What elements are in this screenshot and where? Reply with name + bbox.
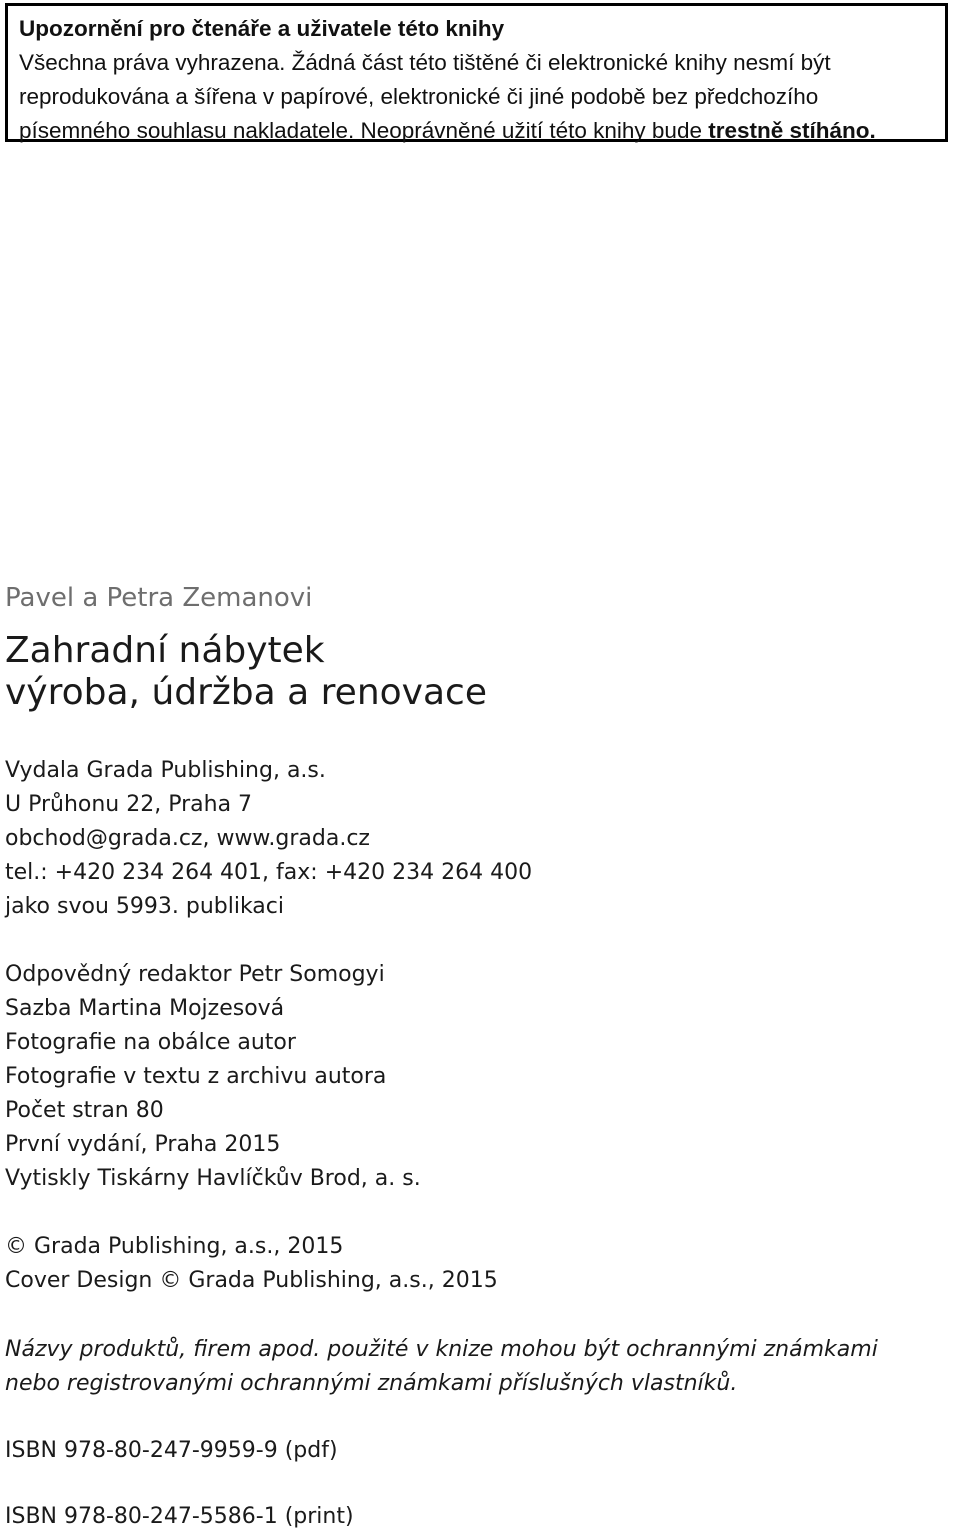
printer: Vytiskly Tiskárny Havlíčkův Brod, a. s.: [5, 1166, 421, 1191]
publisher-contacts: obchod@grada.cz, www.grada.cz: [5, 826, 370, 851]
publisher-info: [5, 754, 532, 924]
trademark-line-2: nebo registrovanými ochrannými známkami příslušných vlastníků.: [5, 1371, 738, 1396]
credit-editor: Odpovědný redaktor Petr Somogyi: [5, 962, 385, 987]
trademark-line-1: Názvy produktů, firem apod. použité v knize mohou být ochrannými známkami: [5, 1337, 878, 1362]
credit-text-photos: Fotografie v textu z archivu autora: [5, 1064, 387, 1089]
publication-number: jako svou 5993. publikaci: [5, 894, 284, 919]
book-title-line-1: Zahradní nábytek: [5, 630, 325, 671]
trademark-notice: [5, 1333, 878, 1401]
page-count: Počet stran 80: [5, 1098, 164, 1123]
copyright-line-1: © Grada Publishing, a.s., 2015: [5, 1234, 344, 1259]
notice-line-1: Všechna práva vyhrazena. Žádná část této tištěné či elektronické knihy nesmí být: [19, 50, 831, 75]
copyright-line-2: Cover Design © Grada Publishing, a.s., 2015: [5, 1268, 498, 1293]
edition: První vydání, Praha 2015: [5, 1132, 281, 1157]
book-title: [5, 630, 487, 714]
publisher-name: Vydala Grada Publishing, a.s.: [5, 758, 326, 783]
copyright-notice-box: [5, 3, 948, 142]
notice-warning: trestně stíháno.: [708, 118, 876, 143]
notice-line-2: reprodukována a šířena v papírové, elektronické či jiné podobě bez předchozího: [19, 84, 819, 109]
notice-title: Upozornění pro čtenáře a uživatele této knihy: [19, 16, 505, 41]
publisher-address: U Průhonu 22, Praha 7: [5, 792, 253, 817]
credits-list: [5, 958, 421, 1196]
isbn-print: ISBN 978-80-247-5586-1 (print): [5, 1504, 354, 1529]
credit-cover-photo: Fotografie na obálce autor: [5, 1030, 296, 1055]
notice-line-3-text: písemného souhlasu nakladatele. Neoprávněné užití této knihy bude: [19, 118, 709, 143]
book-authors: Pavel a Petra Zemanovi: [5, 583, 313, 613]
book-title-line-2: výroba, údržba a renovace: [5, 672, 487, 713]
isbn-pdf: ISBN 978-80-247-9959-9 (pdf): [5, 1438, 338, 1463]
publisher-phone: tel.: +420 234 264 401, fax: +420 234 264 400: [5, 860, 533, 885]
copyright-lines: [5, 1230, 498, 1298]
credit-typesetting: Sazba Martina Mojzesová: [5, 996, 285, 1021]
notice-line-3: [19, 114, 945, 148]
